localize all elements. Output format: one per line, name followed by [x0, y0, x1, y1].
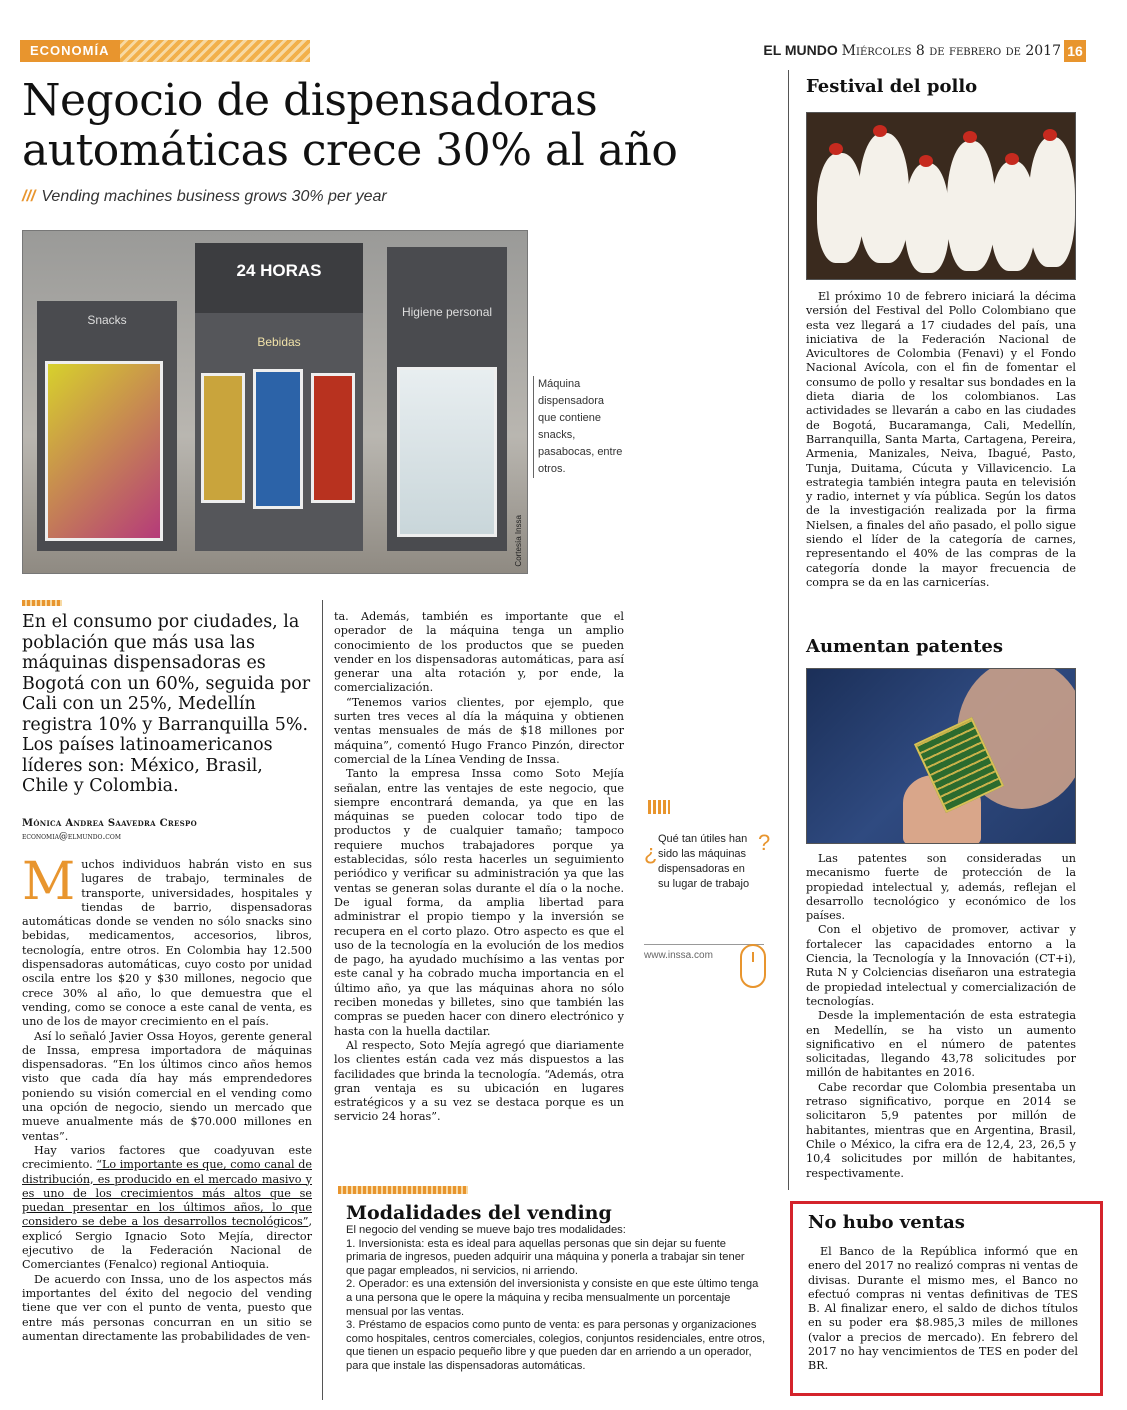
ventas-text — [808, 1245, 1078, 1374]
pollo-title: Festival del pollo — [806, 76, 978, 97]
section-tag — [20, 40, 310, 62]
modalidad-item: 3. Préstamo de espacios como punto de venta: es para personas y organizaciones como hospitales, centros comerciales, colegios, conjuntos residenciales, entre otros, que tienen un espacio pequeño libre y que pueden dar en arriendo a un operador, para que instale las dispensadoras automáticas. — [346, 1319, 766, 1372]
reader-question: Qué tan útiles han sido las máquinas dispensadoras en su lugar de trabajo — [658, 833, 750, 890]
modalidad-item: 2. Operador: es una extensión del inversionista y consiste en que este último tenga a una persona que le opere la máquina y reciba mensualmente un porcentaje mensual por las ventas. — [346, 1278, 759, 1318]
mouse-icon — [740, 944, 766, 988]
headline-line-1: Negocio de dispensadoras — [22, 75, 598, 126]
paragraph — [22, 1144, 312, 1273]
photo-credit: Cortesía Inssa — [514, 515, 523, 567]
drink-machine-3 — [311, 373, 355, 503]
drop-cap: M — [22, 852, 76, 912]
header-board — [195, 243, 363, 313]
lead-ornament — [22, 600, 62, 606]
paragraph: Con el objetivo de promover, activar y fortalecer las capacidades entorno a la Ciencia, la Tecnología y la Innovación (CT+i), Ruta N y Colciencias diseñaron una estrategia de propiedad intelectual y comercialización de tecnologías. — [806, 923, 1076, 1008]
paper-name: EL MUNDO — [763, 42, 838, 58]
paragraph: Cabe recordar que Colombia presentaba un retraso significativo, porque en 2014 se solicitaron 5,9 patentes por millón de habitantes, mientras que en Argentina, Brasil, Chile o México, la cifra era de 12,4, 23, 26,5 y 10,4 solicitudes por millón de habitantes, respectivamente. — [806, 1080, 1076, 1180]
modalidades-intro: El negocio del vending se mueve bajo tres modalidades: — [346, 1224, 626, 1236]
paragraph: Las patentes son consideradas un mecanismo fuerte de protección de la propiedad intelectual y, además, reflejan el desarrollo tecnológico y económico de los países. — [806, 852, 1076, 923]
pollo-text — [806, 290, 1076, 590]
paragraph: Tanto la empresa Inssa como Soto Mejía señalan, entre las ventajes de este negocio, que siempre encontrará demanda, ya que en las máquinas se pueden colocar todo tipo de productos y de cualquier tamaño; tampoco requiere muchos trabajadores porque ya establecidas, sólo resta hacerles un seguimiento periódico y verificar su administración ya que las ventas se generan solas durante el día o la noche. De igual forma, da amplia libertad para administrar el propio tiempo y la inversión se recupera en el corto plazo. Otro aspecto es que el uso de la tecnología en la evolución de los medios de pago, ha ayudado muchísimo a las ventas por este canal y ha cobrado mucha importancia en el último año, ya que las máquinas ahora no sólo reciben monedas y billetes, sino que también las compras se pueden hacer con dinero electrónico y hasta con la huella dactilar. — [334, 767, 624, 1038]
panel-right-label: Higiene personal — [401, 305, 493, 319]
paragraph: ta. Además, también es importante que el operador de la máquina tenga un amplio conocimiento de los productos que se pueden vender en los dispensadoras automáticas, para así generar una alta rotación y, por ende, la comercialización. — [334, 610, 624, 695]
byline-email: economia@elmundo.com — [22, 832, 121, 842]
highlighted-quote: “Lo importante es que, como canal de distribución, es producido en el mercado masivo y es uno de los crecimientos más altos que se puedan presentar en los últimos años, lo que considero se debe a los desarrollos tecnológicos” — [22, 1158, 312, 1229]
page-number: 16 — [1064, 40, 1086, 62]
paragraph-text: uchos individuos habrán visto en sus lugares de trabajo, terminales de transporte, universidades, hospitales y tiendas de barrio, dispensadoras automáticas donde se venden no sólo snacks sino bebidas, medicamentos, accesorios, libros, tecnología, entre otros. En Colombia hay 12.500 dispensadoras automáticas, cuyo costo por unidad oscila entre los $20 y $30 millones, negocio que crece 30% al año, lo que demuestra que el vending, como se conoce a este canal de venta, es uno de los de mayor crecimiento en el país. — [22, 858, 312, 1029]
modalidades-ornament — [338, 1186, 468, 1194]
panel-left-label: Snacks — [87, 313, 127, 327]
paragraph-text: , explicó Sergio Ignacio Soto Mejía, director ejecutivo de la Federación Nacional de Comerciantes (Fenalco) regional Antioquia. — [22, 1215, 312, 1272]
panel-center-label: Bebidas — [257, 335, 301, 349]
question-close-icon: ? — [758, 830, 771, 855]
byline: Mónica Andrea Saavedra Crespo — [22, 818, 197, 829]
ventas-title: No hubo ventas — [808, 1212, 965, 1233]
right-column-divider — [788, 70, 789, 1190]
issue-date: Miércoles 8 de febrero de 2017 — [841, 43, 1061, 59]
patent-photo — [806, 668, 1076, 844]
section-label: ECONOMÍA — [20, 40, 120, 62]
panel-right — [387, 247, 507, 551]
drink-machine-2 — [253, 369, 303, 509]
question-open-icon: ¿ — [644, 840, 658, 865]
paragraph: El próximo 10 de febrero iniciará la décima versión del Festival del Pollo Colombiano que esta vez llegará a 17 ciudades del país, una iniciativa de la Federación Nacional de Avicultores de Colombia (Fenavi) y el Fondo Nacional Avícola, con el fin de fomentar el consumo de pollo y resaltar sus bondades en la dieta diaria de los colombianos. Las actividades se llevarán a cabo en las ciudades de Bogotá, Bucaramanga, Cali, Medellín, Barranquilla, Santa Marta, Cartagena, Pereira, Armenia, Manizales, Neiva, Ibagué, Pasto, Tunja, Duitama, Cúcuta y Villavicencio. La estrategia también integra pauta en televisión y radio, internet y vía pública. Según los datos de la investigación realizada por la firma Nielsen, a finales del año pasado, el pollo sigue siendo el líder de la categoría de carnes, representando el 40% de las compras de la categoría donde la mayor frecuencia de compra se da en las carnicerías. — [806, 290, 1076, 589]
masthead — [763, 42, 1061, 59]
panel-center — [195, 313, 363, 551]
patentes-text — [806, 852, 1076, 1181]
modalidades-title: Modalidades del vending — [346, 1202, 612, 1224]
headline — [22, 76, 782, 176]
paragraph-text: Hay varios factores que coadyuvan este crecimiento. — [22, 1143, 312, 1172]
web-link[interactable]: www.inssa.com — [644, 950, 713, 961]
paragraph: Al respecto, Soto Mejía agregó que diariamente los clientes están cada vez más dispuestos a las facilidades que brinda la tecnología. “Además, otra gran ventaja es su ubicación en lugares estratégicos y a su vez se destaca porque es un servicio 24 horas”. — [334, 1038, 624, 1124]
paragraph — [22, 852, 312, 1030]
modalidades-text — [346, 1224, 766, 1374]
snacks-machine — [45, 361, 163, 541]
patentes-title: Aumentan patentes — [806, 636, 1003, 657]
paragraph: Así lo señaló Javier Ossa Hoyos, gerente general de Inssa, empresa importadora de máquinas dispensadoras. “En los últimos cinco años hemos visto que cada día hay más emprendedores poniendo su visión comercial en el vending como una opción de negocio, siendo un mercado que mueve anualmente más de $70.000 millones en ventas”. — [22, 1029, 312, 1143]
column-divider — [322, 600, 323, 1400]
drink-machine-1 — [201, 373, 245, 503]
modalidad-item: 1. Inversionista: esta es ideal para aquellas personas que sin dejar su fuente primaria de ingresos, pueden adquirir una máquina y ponerla a trabajar sin tener que pagar empleados, ni servicios, ni arriendo. — [346, 1237, 745, 1277]
subheadline — [22, 188, 387, 206]
paragraph: El Banco de la República informó que en enero del 2017 no realizó compras ni ventas de divisas. Durante el mismo mes, el Banco no efectuó compras ni ventas definitivas de TES B. Al finalizar enero, el saldo de dichos títulos en su poder era $8.985,3 miles de millones (valor a precios de mercado). En febrero del 2017 no hay vencimientos de TES en poder del BR. — [808, 1245, 1078, 1373]
chicken-photo — [806, 112, 1076, 280]
article-column-1 — [22, 852, 312, 1344]
paragraph: “Tenemos varios clientes, por ejemplo, que surten tres veces al día la máquina y obtienen ventas mensuales de más de $18 millones por máquina”, comentó Hugo Franco Pinzón, director comercial de la Línea Vending de Inssa. — [334, 695, 624, 766]
headline-line-2: automáticas crece 30% al año — [22, 125, 678, 176]
hygiene-machine — [397, 367, 497, 537]
quote-ornament — [648, 800, 670, 814]
subheadline-text: Vending machines business grows 30% per year — [41, 188, 387, 205]
board-label: 24 HORAS — [236, 261, 322, 280]
lead-paragraph: En el consumo por ciudades, la población que más usa las máquinas dispensadoras es Bogotá con un 60%, seguida por Cali con un 25%, Medellín registra 10% y Barranquilla 5%. Los países latinoamericanos líderes son: México, Brasil, Chile y Colombia. — [22, 612, 311, 796]
paragraph: De acuerdo con Inssa, uno de los aspectos más importantes del éxito del negocio del vending tiene que ver con el punto de venta, puesto que entre más personas concurran en un sitio se aumentan directamente las probabilidades de ven- — [22, 1272, 312, 1343]
panel-left — [37, 301, 177, 551]
paragraph: Desde la implementación de esta estrategia en Medellín, se ha visto un aumento significativo en el número de patentes solicitadas, llegando 43,78 solicitudes por millón de habitantes en 2016. — [806, 1009, 1076, 1080]
vending-photo — [22, 230, 528, 574]
photo-caption: Máquina dispensadora que contiene snacks, pasabocas, entre otros. — [533, 376, 623, 478]
slashes-icon: /// — [22, 188, 36, 205]
article-column-2 — [334, 610, 624, 1125]
